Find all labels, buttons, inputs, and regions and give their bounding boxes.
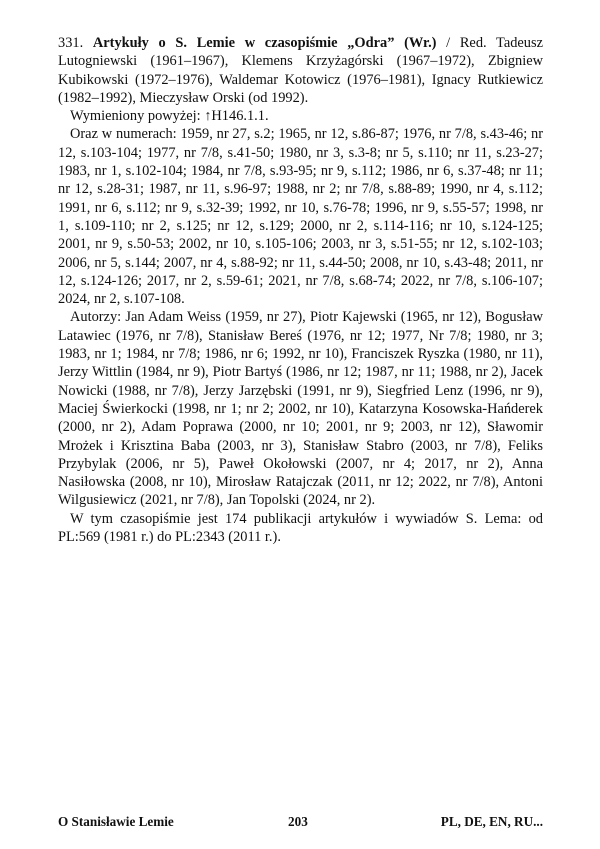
footer-book-title: O Stanisławie Lemie bbox=[58, 814, 174, 829]
page-body bbox=[58, 34, 543, 546]
entry-editors: / Red. Tadeusz Lutogniewski (1961–1967), Klemens Krzyżagórski (1967–1972), Zbigniew Kubikowski (1972–1976), Waldemar Kotowicz (1976–1981), Ignacy Rutkiewicz (1982–1992), Mieczysław Orski (od 1992). bbox=[58, 35, 543, 106]
entry-issues: Oraz w numerach: 1959, nr 27, s.2; 1965, nr 12, s.86-87; 1976, nr 7/8, s.43-46; nr 12, s.103-104; 1977, nr 7/8, s.41-50; 1980, nr 3, s.3-8; nr 5, s.110; nr 11, s.23-27; 1983, nr 1, s.102-104; 1984, nr 7/8, s.93-95; nr 9, s.112; 1986, nr 6, s.37-48; nr 11; nr 12, s.28-31; 1987, nr 11, s.96-97; 1988, nr 2; nr 7/8, s.88-89; 1990, nr 4, s.112; 1991, nr 6, s.112; nr 9, s.32-39; 1992, nr 10, s.76-78; 1996, nr 9, s.55-57; 1998, nr 1, s.109-110; nr 2, s.125; nr 12, s.129; 2000, nr 2, s.114-116; nr 10, s.124-125; 2001, nr 9, s.50-53; 2002, nr 10, s.105-106; 2003, nr 3, s.51-55; nr 12, s.102-103; 2006, nr 5, s.144; 2007, nr 4, s.88-92; nr 11, s.44-50; 2008, nr 10, s.43-48; 2011, nr 12, s.124-126; 2017, nr 2, s.59-61; 2021, nr 7/8, s.68-74; 2022, nr 7/8, s.106-107; 2024, nr 2, s.107-108. bbox=[58, 126, 543, 308]
footer-languages: PL, DE, EN, RU... bbox=[440, 814, 543, 829]
page-number: 203 bbox=[288, 814, 308, 829]
entry-title: Artykuły o S. Lemie w czasopiśmie „Odra” (Wr.) bbox=[92, 35, 437, 51]
entry-mentioned: Wymieniony powyżej: ↑H146.1.1. bbox=[70, 108, 269, 125]
bibliography-entry bbox=[58, 34, 543, 546]
entry-authors: Autorzy: Jan Adam Weiss (1959, nr 27), Piotr Kajewski (1965, nr 12), Bogusław Latawiec (1976, nr 7/8), Stanisław Bereś (1976, nr 12; 1977, Nr 7/8; 1980, nr 3; 1983, nr 1; 1984, nr 7/8; 1986, nr 6; 1992, nr 10), Franciszek Ryszka (1980, nr 11), Jerzy Wittlin (1984, nr 9), Piotr Bartyś (1986, nr 12; 1987, nr 11; 1988, nr 2), Jacek Nowicki (1988, nr 7/8), Jerzy Jarzębski (1991, nr 9), Siegfried Lenz (1996, nr 9), Maciej Świerkocki (1998, nr 1; nr 2; 2002, nr 10), Katarzyna Kosowska-Hańderek (2000, nr 2), Adam Poprawa (2000, nr 10; 2001, nr 9; 2003, nr 12), Sławomir Mrożek i Krisztina Baba (2003, nr 3), Stanisław Stabro (2003, nr 7/8), Feliks Przybylak (2006, nr 5), Paweł Okołowski (2007, nr 4; 2017, nr 2), Anna Nasiłowska (2008, nr 10), Mirosław Ratajczak (2011, nr 12; 2022, nr 7/8), Antoni Wilgusiewicz (2021, nr 7/8), Jan Topolski (2024, nr 2). bbox=[58, 309, 543, 509]
entry-heading-paragraph bbox=[58, 34, 543, 107]
entry-summary: W tym czasopiśmie jest 174 publikacji artykułów i wywiadów S. Lema: od PL:569 (1981 r.) do PL:2343 (2011 r.). bbox=[58, 510, 543, 546]
entry-number: 331. bbox=[58, 35, 84, 51]
